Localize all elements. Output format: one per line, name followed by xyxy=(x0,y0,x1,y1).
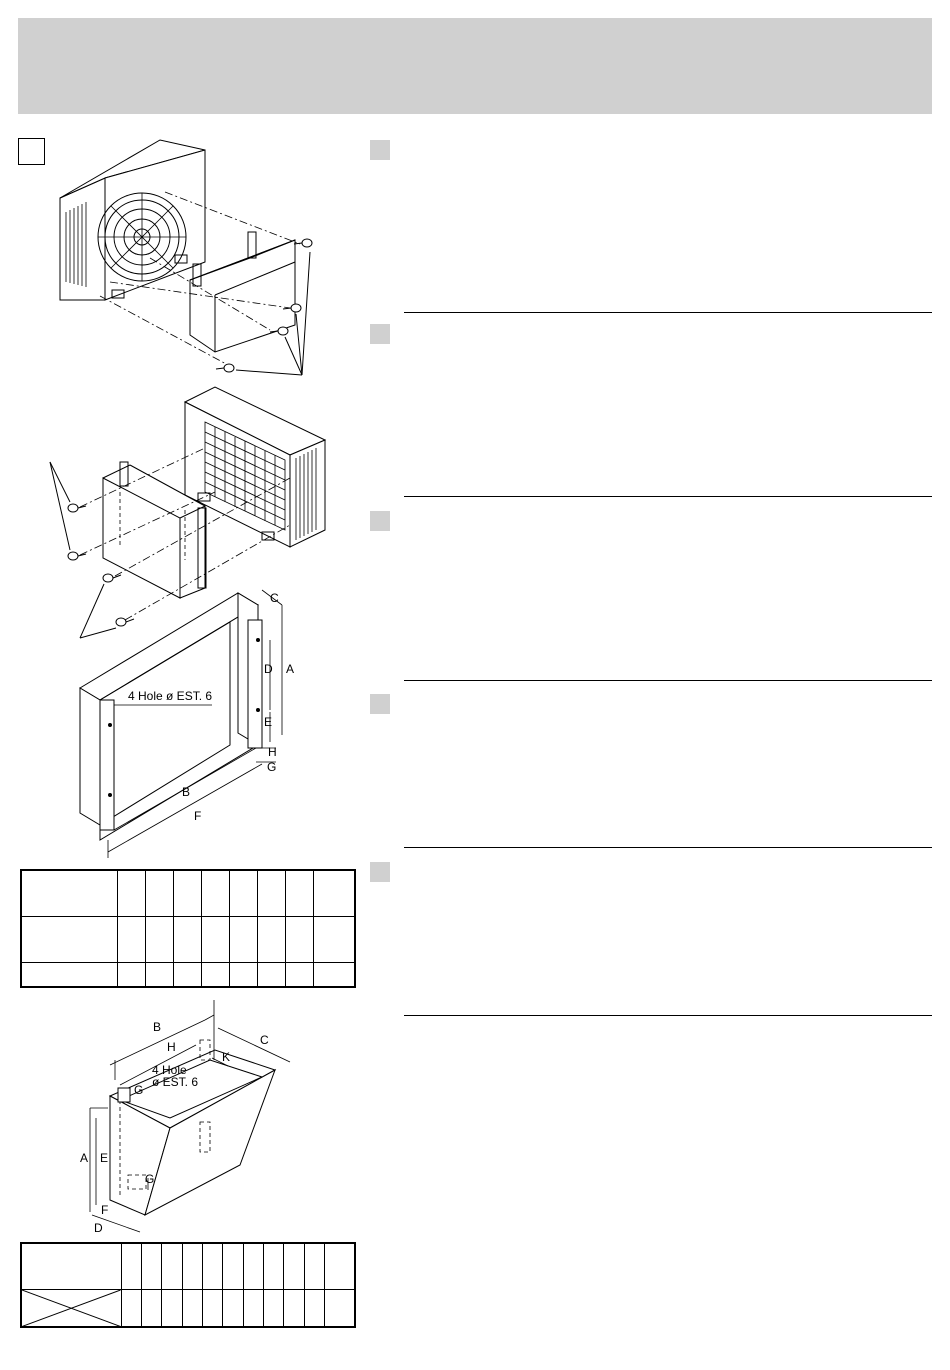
bracket-a-dimension-drawing xyxy=(80,590,282,858)
section-divider xyxy=(404,496,932,497)
outdoor-unit-front-illustration xyxy=(60,140,312,375)
table-row xyxy=(21,870,355,916)
bracket-b-label-d: D xyxy=(94,1221,103,1235)
bracket-b-label-k: K xyxy=(222,1050,231,1064)
bracket-b-label-g: G xyxy=(145,1172,155,1186)
bracket-a-label-c: C xyxy=(270,591,279,605)
crossed-out-cell xyxy=(21,1289,121,1327)
table-row xyxy=(21,916,355,962)
section-marker xyxy=(370,694,390,714)
outdoor-unit-rear-illustration xyxy=(50,387,325,638)
cross-mark-icon xyxy=(22,1290,121,1327)
bracket-b-label-b: B xyxy=(153,1020,162,1034)
section-divider xyxy=(404,680,932,681)
bracket-a-label-b: B xyxy=(182,785,191,799)
bracket-b-hole-note-line1: 4 Hole xyxy=(152,1063,187,1077)
bracket-a-label-h: H xyxy=(268,745,277,759)
bracket-a-hole-note: 4 Hole ø EST. 6 xyxy=(128,689,213,703)
bracket-b-label-c: C xyxy=(260,1033,269,1047)
section-marker xyxy=(370,324,390,344)
installation-illustrations xyxy=(0,0,360,1370)
bracket-b-label-h: H xyxy=(167,1040,176,1054)
bracket-b-label-f: F xyxy=(101,1203,109,1217)
table-row xyxy=(21,962,355,987)
bracket-b-label-e: E xyxy=(100,1151,109,1165)
bracket-a-label-g: G xyxy=(267,760,277,774)
section-marker xyxy=(370,511,390,531)
dimension-table-1 xyxy=(20,869,356,988)
bracket-b-label-g-top: G xyxy=(134,1083,144,1097)
table-row xyxy=(21,1289,355,1327)
section-divider xyxy=(404,1015,932,1016)
bracket-a-label-f: F xyxy=(194,809,202,823)
section-divider xyxy=(404,847,932,848)
dimension-table-2 xyxy=(20,1242,356,1328)
bracket-b-hole-note-line2: ø EST. 6 xyxy=(152,1075,199,1089)
section-divider xyxy=(404,312,932,313)
bracket-a-label-a: A xyxy=(286,662,295,676)
bracket-a-label-e: E xyxy=(264,715,273,729)
bracket-b-label-a: A xyxy=(80,1151,89,1165)
section-marker xyxy=(370,862,390,882)
bracket-a-label-d: D xyxy=(264,662,273,676)
table-row xyxy=(21,1243,355,1289)
section-marker xyxy=(370,140,390,160)
